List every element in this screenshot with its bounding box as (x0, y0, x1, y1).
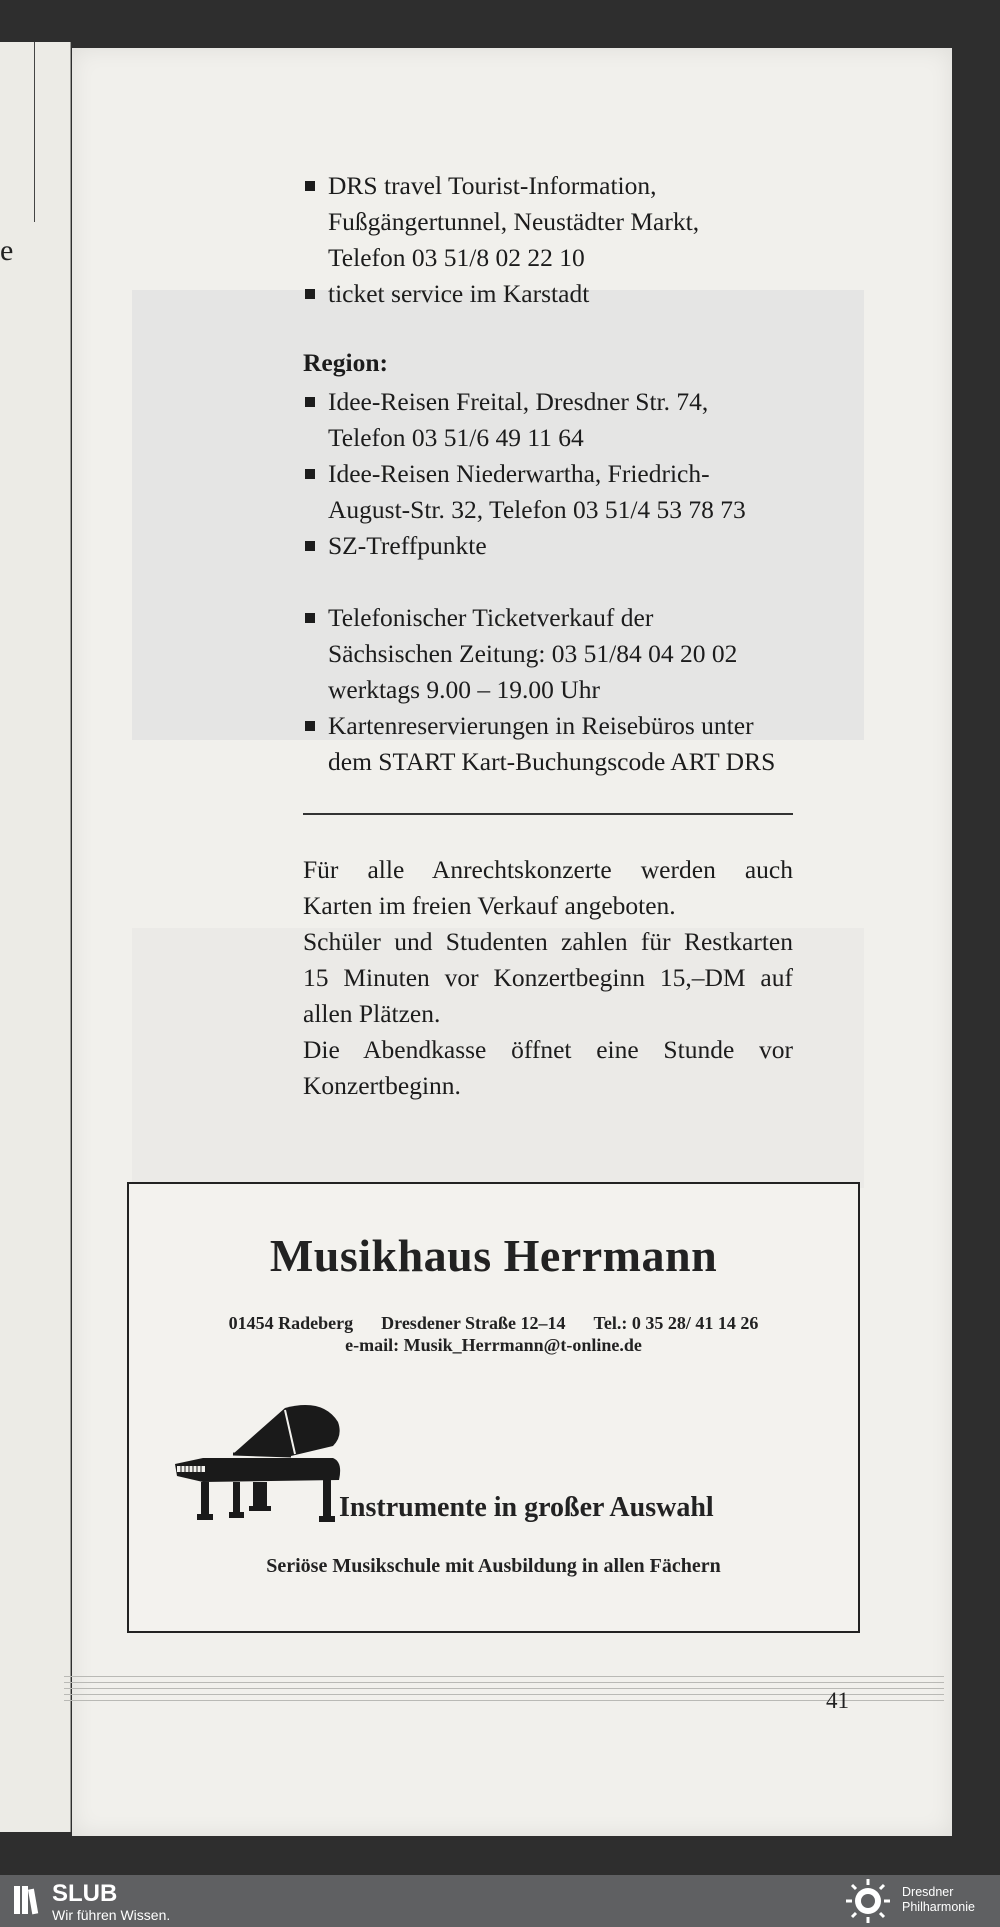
city-outlet-list (303, 168, 793, 312)
advert-phone: Tel.: 0 35 28/ 41 14 26 (593, 1313, 759, 1333)
library-tagline: Wir führen Wissen. (52, 1907, 171, 1923)
advert-postcode-city: 01454 Radeberg (228, 1313, 354, 1333)
library-name: SLUB (52, 1880, 118, 1907)
list-item-line: Telefon 03 51/8 02 22 10 (328, 243, 585, 272)
list-item-line: werktags 9.00 – 19.00 Uhr (328, 675, 600, 704)
musikhaus-advert (127, 1182, 860, 1633)
section-divider (303, 813, 793, 815)
partner-name-line: Philharmonie (902, 1900, 975, 1914)
list-item-line: dem START Kart-Buchungscode ART DRS (328, 747, 776, 776)
previous-page-fragment: e (0, 234, 14, 267)
region-outlet-list (303, 384, 793, 564)
list-item (303, 528, 793, 564)
advert-street: Dresdener Straße 12–14 (381, 1313, 566, 1333)
paragraph-line: Konzertbeginn. (303, 1071, 461, 1100)
region-heading: Region: (303, 348, 388, 377)
paragraph-line: Für alle Anrechtskonzerte werden auch (303, 855, 793, 884)
list-item-line: Sächsischen Zeitung: 03 51/84 04 20 02 (328, 639, 738, 668)
list-item (303, 168, 793, 276)
list-item-line: SZ-Treffpunkte (328, 531, 487, 560)
book-icon (12, 1883, 44, 1917)
advert-title: Musikhaus Herrmann (269, 1230, 718, 1281)
list-item-line: Telefonischer Ticketverkauf der (328, 603, 654, 632)
staff-line (64, 1688, 944, 1689)
list-item-line: ticket service im Karstadt (328, 279, 590, 308)
list-item (303, 708, 793, 780)
staff-line (64, 1676, 944, 1677)
staff-line (64, 1700, 944, 1701)
list-item-line: August-Str. 32, Telefon 03 51/4 53 78 73 (328, 495, 746, 524)
ticket-info-paragraph (303, 852, 793, 1104)
staff-line (64, 1682, 944, 1683)
list-item-line: Kartenreservierungen in Reisebüros unter (328, 711, 754, 740)
list-item (303, 600, 793, 708)
previous-page-edge (0, 42, 71, 1832)
list-item (303, 384, 793, 456)
grand-piano-icon (173, 1402, 343, 1527)
sunburst-logo-icon (840, 1877, 896, 1925)
staff-line (64, 1694, 944, 1695)
list-item-line: Fußgängertunnel, Neustädter Markt, (328, 207, 700, 236)
list-item-line: DRS travel Tourist-Information, (328, 171, 657, 200)
list-item-line: Telefon 03 51/6 49 11 64 (328, 423, 584, 452)
previous-page-rule (34, 42, 35, 222)
paragraph-line: Die Abendkasse öffnet eine Stunde vor (303, 1035, 793, 1064)
list-item-line: Idee-Reisen Freital, Dresdner Str. 74, (328, 387, 709, 416)
advert-tagline: Instrumente in großer Auswahl (339, 1492, 714, 1523)
paragraph-line: allen Plätzen. (303, 999, 441, 1028)
advert-school-line: Seriöse Musikschule mit Ausbildung in allen Fächern (266, 1555, 721, 1577)
partner-name (902, 1885, 975, 1915)
footer-bar (0, 1875, 1000, 1927)
list-item (303, 456, 793, 528)
paragraph-line: Schüler und Studenten zahlen für Restkarten (303, 927, 793, 956)
list-item (303, 276, 793, 312)
partner-name-line: Dresdner (902, 1885, 954, 1899)
paragraph-line: 15 Minuten vor Konzertbeginn 15,–DM auf (303, 963, 793, 992)
advert-email: e-mail: Musik_Herrmann@t-online.de (345, 1335, 642, 1355)
advert-address (129, 1312, 858, 1356)
paragraph-line: Karten im freien Verkauf angeboten. (303, 891, 676, 920)
phone-booking-list (303, 600, 793, 780)
page-number: 41 (826, 1688, 849, 1713)
list-item-line: Idee-Reisen Niederwartha, Friedrich- (328, 459, 710, 488)
